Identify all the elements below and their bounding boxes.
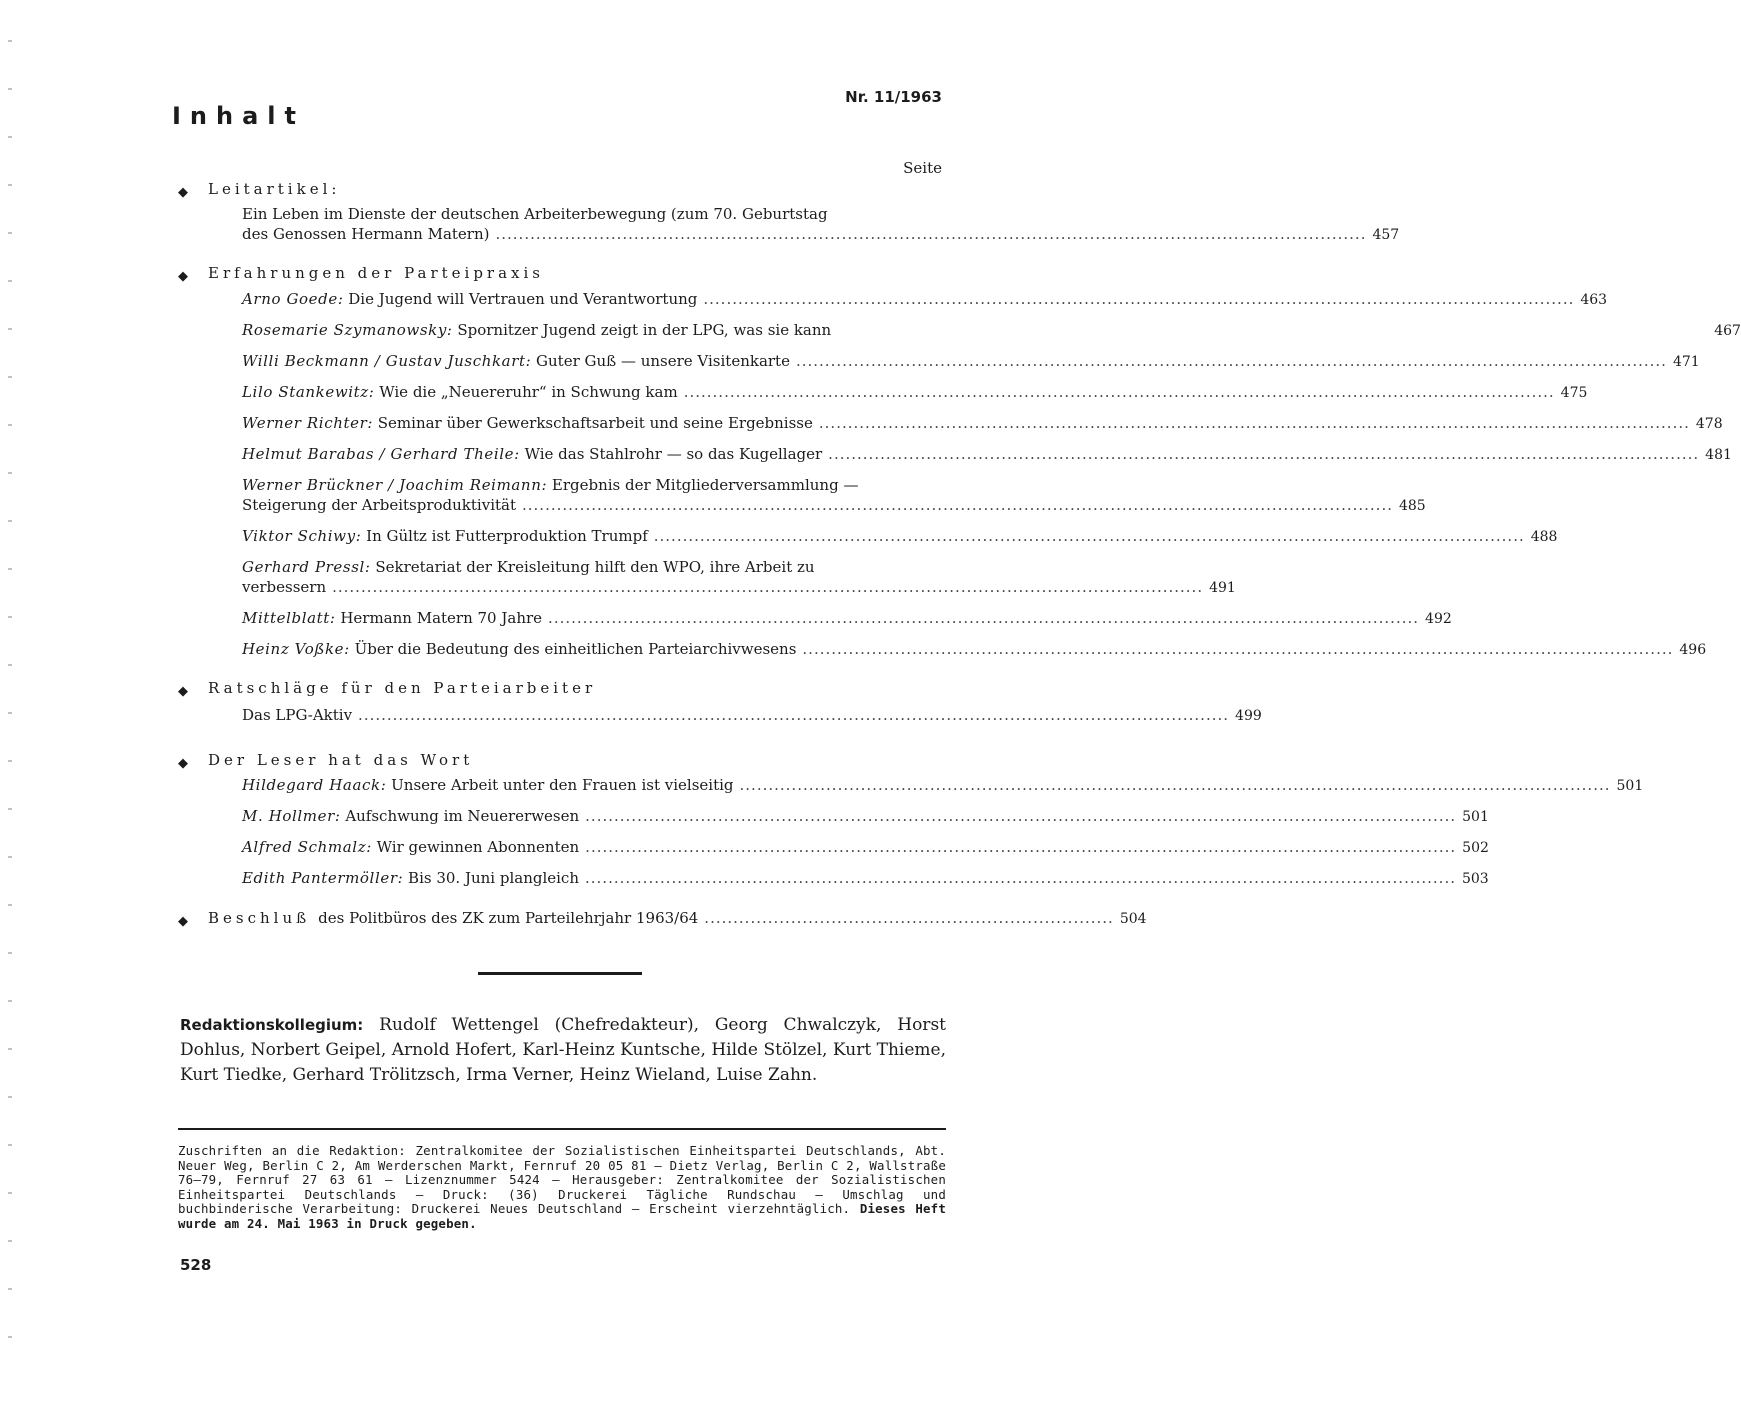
diamond-bullet-icon: ◆ [178, 185, 188, 200]
dot-leader: ....................................................................... [704, 909, 1114, 927]
entry-title: Ergebnis der Mitgliederversammlung — [551, 476, 859, 494]
entry-title: Hermann Matern 70 Jahre [340, 609, 543, 627]
toc-entry[interactable] [242, 775, 1644, 796]
toc-entry[interactable] [242, 639, 1707, 660]
entry-title: Wie die „Neuereruhr“ in Schwung kam [379, 383, 678, 401]
entry-author: Hildegard Haack: [242, 776, 387, 794]
toc-entry[interactable] [242, 705, 1262, 726]
toc-entry[interactable] [242, 289, 1608, 310]
toc-entry[interactable] [242, 413, 1723, 434]
page-ref: 496 [1679, 642, 1707, 658]
page-ref: 491 [1209, 580, 1236, 596]
entry-author: Werner Brückner / Joachim Reimann: [242, 476, 548, 494]
page-title: Inhalt [172, 102, 305, 130]
toc-section-leitartikel [178, 178, 1400, 245]
dot-leader [654, 526, 1525, 546]
entry-title: Unsere Arbeit unter den Frauen ist vielseitig [391, 776, 734, 794]
toc-entry[interactable] [242, 526, 1558, 547]
entry-title: Wie das Stahlrohr — so das Kugellager [524, 445, 823, 463]
page-ref: 504 [1119, 911, 1147, 927]
scan-margin-marks [8, 40, 12, 1360]
entry-title: Bis 30. Juni plangleich [408, 869, 579, 887]
page-number: 528 [180, 1256, 212, 1274]
dot-leader [828, 444, 1699, 464]
editorial-board [180, 1013, 946, 1088]
entry-author: M. Hollmer: [242, 807, 341, 825]
diamond-bullet-icon: ◆ [178, 914, 188, 929]
dot-leader [332, 577, 1203, 597]
dot-leader [495, 224, 1366, 244]
toc-entry[interactable] [242, 475, 1426, 516]
dot-leader [684, 382, 1555, 402]
page-column-label: Seite [903, 159, 942, 177]
dot-leader [522, 495, 1393, 515]
entry-author: Willi Beckmann / Gustav Juschkart: [242, 352, 532, 370]
entry-title: Die Jugend will Vertrauen und Verantwortung [348, 290, 698, 308]
entry-title-continued: Steigerung der Arbeitsproduktivität [242, 496, 516, 514]
imprint-print-date: Dieses Heft wurde am 24. Mai 1963 in Druck gegeben. [178, 1201, 946, 1231]
editorial-board-members: Rudolf Wettengel (Chefredakteur), Georg Chwalczyk, Horst Dohlus, Norbert Geipel, Arnold Hofert, Karl-Heinz Kuntsche, Hilde Stölzel, Kurt Thieme, Kurt Tiedke, Gerhard Trölitzsch, Irma Verner, Heinz Wieland, Luise Zahn. [180, 1015, 946, 1085]
diamond-bullet-icon: ◆ [178, 756, 188, 771]
page-ref: 481 [1705, 447, 1732, 463]
entry-title: Sekretariat der Kreisleitung hilft den WPO, ihre Arbeit zu [375, 558, 815, 576]
page-ref: 503 [1461, 871, 1489, 887]
dot-leader [796, 351, 1667, 371]
toc-entry[interactable]: Ein Leben im Dienste der deutschen Arbeiterbewegung (zum 70. Geburtstag des Genossen Hermann Matern) ..... 457 [242, 204, 944, 245]
entry-title: Wir gewinnen Abonnenten [376, 838, 580, 856]
entry-title: Über die Bedeutung des einheitlichen Parteiarchivwesens [354, 640, 797, 658]
page-ref: 463 [1580, 292, 1608, 308]
page-ref: 467 [1714, 323, 1741, 339]
entry-title: Das LPG-Aktiv [242, 706, 353, 724]
page-ref: 502 [1462, 840, 1489, 856]
page-ref: 475 [1560, 385, 1588, 401]
page-ref: 457 [1372, 227, 1400, 243]
issue-number: Nr. 11/1963 [845, 88, 942, 106]
page-ref: 501 [1462, 809, 1489, 825]
entry-author: Arno Goede: [242, 290, 344, 308]
section-heading: ◆ Beschluß des Politbüros des ZK zum Parteilehrjahr 1963/64 ....................................................................... 504 [178, 907, 944, 929]
section-heading: ◆ Erfahrungen der Parteipraxis [178, 262, 944, 284]
entry-author: Werner Richter: [242, 414, 373, 432]
toc-entry[interactable] [242, 351, 1700, 372]
imprint [178, 1144, 946, 1231]
page-ref: 501 [1616, 778, 1644, 794]
toc-entry[interactable] [242, 382, 1588, 403]
entry-title: Seminar über Gewerkschaftsarbeit und seine Ergebnisse [377, 414, 813, 432]
dot-leader [802, 639, 1673, 659]
toc-entry[interactable] [242, 444, 1732, 465]
toc-section-ratschlaege [178, 677, 1262, 726]
imprint-divider [178, 1128, 946, 1130]
diamond-bullet-icon: ◆ [178, 684, 188, 699]
entry-author: Heinz Voßke: [242, 640, 350, 658]
toc-entry[interactable] [242, 608, 1452, 629]
toc-section-erfahrungen [178, 262, 1741, 660]
diamond-bullet-icon: ◆ [178, 269, 188, 284]
dot-leader [585, 868, 1456, 888]
entry-title: Guter Guß — unsere Visitenkarte [536, 352, 790, 370]
entry-title-continued: verbessern [242, 578, 327, 596]
entry-title: In Gültz ist Futterproduktion Trumpf [366, 527, 648, 545]
dot-leader [585, 837, 1456, 857]
page-ref: 488 [1530, 529, 1558, 545]
page-ref: 492 [1425, 611, 1452, 627]
dot-leader [585, 806, 1456, 826]
dot-leader [703, 289, 1574, 309]
entry-author: Rosemarie Szymanowsky: [242, 321, 453, 339]
entry-title: des Politbüros des ZK zum Parteilehrjahr 1963/64 [318, 909, 699, 927]
toc-entry[interactable] [242, 320, 1741, 341]
dot-leader [358, 705, 1229, 725]
toc-entry[interactable] [242, 837, 1489, 858]
toc-entry[interactable] [242, 806, 1489, 827]
dot-leader [819, 413, 1690, 433]
toc-section-beschluss[interactable] [178, 907, 1147, 929]
entry-author: Lilo Stankewitz: [242, 383, 375, 401]
section-heading: ◆ Leitartikel: [178, 178, 944, 200]
entry-author: Mittelblatt: [242, 609, 336, 627]
dot-leader [548, 608, 1419, 628]
section-divider [478, 972, 642, 975]
section-heading: ◆ Ratschläge für den Parteiarbeiter [178, 677, 944, 699]
entry-author: Edith Pantermöller: [242, 869, 404, 887]
toc-section-leser [178, 749, 1644, 889]
entry-author: Helmut Barabas / Gerhard Theile: [242, 445, 520, 463]
section-heading: ◆ Der Leser hat das Wort [178, 749, 944, 771]
page-ref: 471 [1672, 354, 1700, 370]
page-ref: 478 [1695, 416, 1723, 432]
toc-entry[interactable] [242, 868, 1489, 889]
editorial-board-label: Redaktionskollegium: [180, 1016, 364, 1034]
entry-title: Aufschwung im Neuererwesen [345, 807, 580, 825]
entry-author: Alfred Schmalz: [242, 838, 372, 856]
dot-leader [740, 775, 1611, 795]
page-ref: 499 [1235, 708, 1262, 724]
toc-entry[interactable] [242, 557, 1236, 598]
page-ref: 485 [1398, 498, 1426, 514]
entry-author: Viktor Schiwy: [242, 527, 362, 545]
imprint-text: Zuschriften an die Redaktion: Zentralkomitee der Sozialistischen Einheitspartei Deutschlands, Abt. Neuer Weg, Berlin C 2, Am Werderschen Markt, Fernruf 20 05 81 — Dietz Verlag, Berlin C 2, Wallstraße 76—79, Fernruf 27 63 61 — Lizenznummer 5424 — Herausgeber: Zentralkomitee der Sozialistischen Einheitspartei Deutschlands — Druck: (36) Druckerei Tägliche Rundschau — Umschlag und buchbinderische Verarbeitung: Druckerei Neues Deutschland — Erscheint vierzehntäglich. [178, 1143, 946, 1216]
entry-author: Gerhard Pressl: [242, 558, 371, 576]
entry-title: Spornitzer Jugend zeigt in der LPG, was sie kann [457, 321, 832, 339]
